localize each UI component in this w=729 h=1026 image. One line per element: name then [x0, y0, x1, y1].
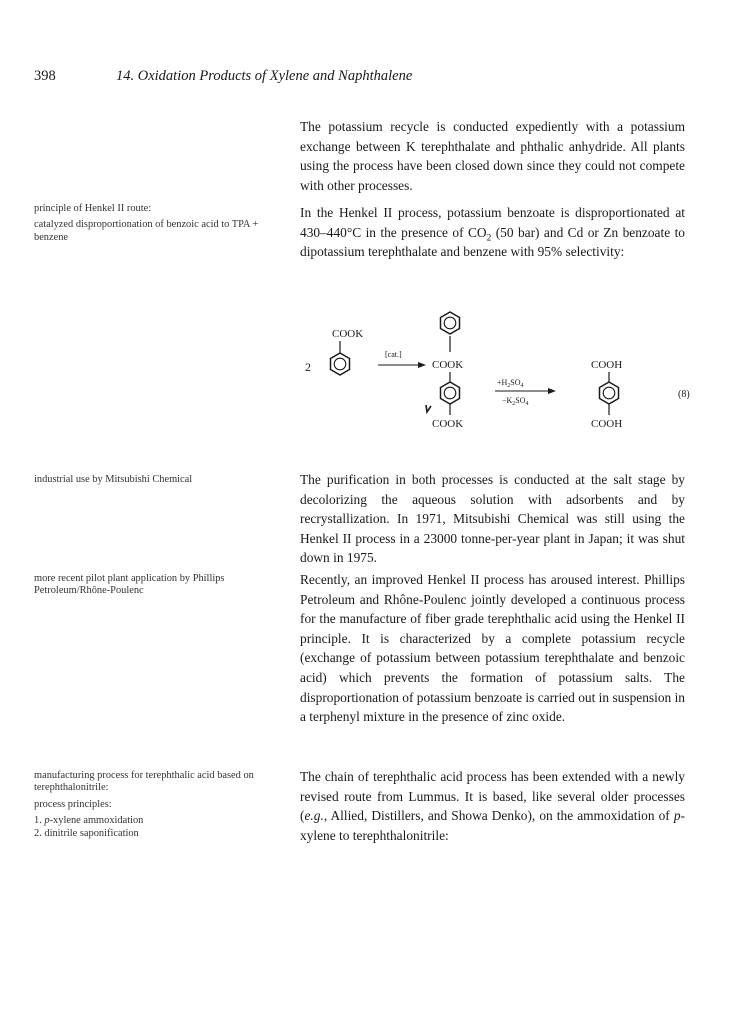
reactant-benzene-ring	[331, 353, 350, 375]
margin-note-principle-2: 2. dinitrile saponification	[34, 827, 139, 839]
paragraph-lummus: The chain of terephthalic acid process has been extended with a newly revised route from Lummus. It is based, like several older processes (e.g., Allied, Distillers, and Showa Denko), on the ammoxidation of p-xylene to terephthalonitrile:	[300, 769, 685, 843]
svg-text:+H2SO4: $+H_2SO_4$	[497, 378, 524, 389]
paragraph-phillips: Recently, an improved Henkel II process has aroused interest. Phillips Petroleum and Rhône-Poulenc jointly developed a continuous process for the manufacture of fiber grade terephthalic acid using the Henkel II principle. It is characterized by a complete potassium recycle (exchange of potassium between potassium terephthalate and benzoic acid) which prevents the formation of potassium salts. The disproportionation of potassium benzoate is carried out in suspension in a terphenyl mixture in the presence of zinc oxide.	[300, 572, 685, 725]
catalyst-label: [cat.]	[385, 350, 402, 359]
margin-note-henkel-body: catalyzed disproportionation of benzoic acid to TPA + benzene	[34, 219, 259, 243]
paragraph-purification: The purification in both processes is conducted at the salt stage by decolorizing the aqueous solution with adsorbents and by recrystallization. In 1971, Mitsubishi Chemical was still using the Henkel II process in a 23000 tonne-per-year plant in Japan; it was shut down in 1975.	[300, 472, 685, 566]
product-cook-top: COOK	[432, 359, 464, 371]
margin-note-henkel	[34, 203, 274, 248]
margin-note-henkel-title: principle of Henkel II route:	[34, 203, 152, 214]
margin-note-phillips	[34, 573, 274, 602]
page-number: 398	[34, 68, 56, 84]
final-cooh-bottom: COOH	[591, 418, 623, 430]
equation-number: (8)	[678, 389, 690, 400]
stoichiometric-coefficient: 2	[305, 360, 311, 374]
margin-note-principle-1: 1. p-xylene ammoxidation	[34, 815, 144, 827]
margin-note-mitsubishi-text: industrial use by Mitsubishi Chemical	[34, 474, 193, 485]
margin-note-lummus	[34, 770, 274, 840]
svg-text:−K2SO4: $-K_2SO_4$	[502, 396, 529, 407]
margin-note-principles-label: process principles:	[34, 798, 112, 810]
reaction-arrow-1	[418, 362, 426, 368]
terephthalic-acid-ring	[600, 382, 619, 404]
paragraph-henkel-ii: In the Henkel II process, potassium benzoate is disproportionated at 430–440°C in the presence of $CO_2$ (50 bar) and Cd or Zn benzoate to dipotassium terephthalate and benzene with 95% selectivity:	[300, 205, 685, 260]
reactant-cook-group: COOK	[332, 328, 364, 340]
benzene-byproduct-ring	[441, 312, 460, 334]
margin-note-phillips-text: more recent pilot plant application by Phillips Petroleum/Rhône-Poulenc	[34, 573, 225, 597]
margin-note-lummus-title: manufacturing process for terephthalic acid based on terephthalonitrile:	[34, 770, 254, 794]
reaction-scheme	[290, 308, 695, 443]
reaction-arrow-2	[548, 388, 556, 394]
final-cooh-top: COOH	[591, 359, 623, 371]
product-cook-bottom: COOK	[432, 418, 464, 430]
terephthalate-ring	[441, 382, 460, 404]
margin-note-mitsubishi	[34, 474, 274, 490]
running-title: 14. Oxidation Products of Xylene and Naphthalene	[116, 68, 413, 84]
paragraph-potassium-recycle: The potassium recycle is conducted expediently with a potassium exchange between K terephthalate and phthalic anhydride. All plants using the process have been closed down since they could not compete with other processes.	[300, 119, 685, 193]
precipitate-arrow-icon	[426, 405, 431, 412]
running-header	[34, 68, 412, 85]
